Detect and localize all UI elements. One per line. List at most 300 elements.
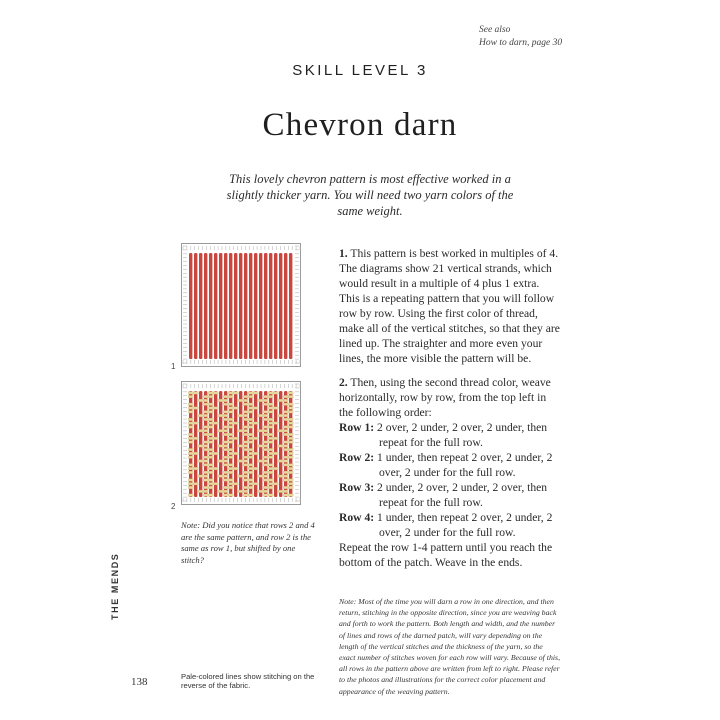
horizontal-stitch bbox=[228, 422, 233, 424]
horizontal-stitch bbox=[208, 441, 213, 443]
vertical-stitch bbox=[289, 253, 292, 359]
horizontal-stitch bbox=[208, 464, 213, 466]
horizontal-stitch bbox=[268, 494, 273, 496]
vertical-stitch bbox=[279, 391, 282, 497]
horizontal-stitch bbox=[213, 452, 218, 454]
horizontal-stitch bbox=[278, 475, 283, 477]
horizontal-stitch bbox=[238, 460, 243, 462]
horizontal-stitch bbox=[208, 467, 213, 469]
horizontal-stitch bbox=[233, 392, 238, 394]
horizontal-stitch bbox=[268, 471, 273, 473]
horizontal-stitch bbox=[253, 452, 258, 454]
horizontal-stitch bbox=[223, 448, 228, 450]
step-2 bbox=[339, 375, 561, 420]
horizontal-stitch bbox=[258, 475, 263, 477]
horizontal-stitch bbox=[283, 395, 288, 397]
horizontal-stitch bbox=[213, 467, 218, 469]
horizontal-stitch bbox=[253, 483, 258, 485]
horizontal-stitch bbox=[243, 430, 248, 432]
horizontal-stitch bbox=[208, 437, 213, 439]
horizontal-stitch bbox=[188, 422, 193, 424]
vertical-stitch bbox=[219, 391, 222, 497]
diagram-note: Note: Did you notice that rows 2 and 4 are the same pattern, and row 2 is the same as row 1, but shifted by one stitch? bbox=[181, 520, 315, 565]
horizontal-stitch bbox=[228, 448, 233, 450]
horizontal-stitch bbox=[223, 475, 228, 477]
horizontal-stitch bbox=[283, 456, 288, 458]
horizontal-stitch bbox=[223, 460, 228, 462]
horizontal-stitch bbox=[203, 411, 208, 413]
vertical-stitch bbox=[209, 253, 212, 359]
horizontal-stitch bbox=[208, 392, 213, 394]
horizontal-stitch bbox=[198, 475, 203, 477]
horizontal-stitch bbox=[243, 456, 248, 458]
horizontal-stitch bbox=[228, 433, 233, 435]
horizontal-stitch bbox=[243, 464, 248, 466]
horizontal-stitch bbox=[288, 403, 293, 405]
horizontal-stitch bbox=[253, 407, 258, 409]
horizontal-stitch bbox=[248, 422, 253, 424]
vertical-stitch bbox=[214, 253, 217, 359]
horizontal-stitch bbox=[193, 483, 198, 485]
horizontal-stitch bbox=[228, 483, 233, 485]
horizontal-stitch bbox=[248, 426, 253, 428]
horizontal-stitch bbox=[228, 403, 233, 405]
horizontal-stitch bbox=[263, 441, 268, 443]
horizontal-stitch bbox=[228, 441, 233, 443]
horizontal-stitch bbox=[268, 448, 273, 450]
horizontal-stitch bbox=[223, 441, 228, 443]
horizontal-stitch bbox=[203, 464, 208, 466]
horizontal-stitch bbox=[263, 490, 268, 492]
horizontal-stitch bbox=[263, 395, 268, 397]
horizontal-stitch bbox=[288, 411, 293, 413]
horizontal-stitch bbox=[258, 430, 263, 432]
horizontal-stitch bbox=[198, 490, 203, 492]
horizontal-stitch bbox=[193, 422, 198, 424]
horizontal-stitch bbox=[228, 437, 233, 439]
horizontal-stitch bbox=[193, 452, 198, 454]
horizontal-stitch bbox=[228, 411, 233, 413]
step-1-number: 1. bbox=[339, 247, 348, 260]
horizontal-stitch bbox=[223, 399, 228, 401]
horizontal-stitch bbox=[223, 430, 228, 432]
horizontal-stitch bbox=[193, 392, 198, 394]
horizontal-stitch bbox=[203, 433, 208, 435]
horizontal-stitch bbox=[278, 430, 283, 432]
horizontal-stitch bbox=[188, 494, 193, 496]
horizontal-stitch bbox=[223, 471, 228, 473]
horizontal-stitch bbox=[288, 467, 293, 469]
horizontal-stitch bbox=[228, 395, 233, 397]
horizontal-stitch bbox=[288, 448, 293, 450]
horizontal-stitch bbox=[208, 494, 213, 496]
horizontal-stitch bbox=[273, 392, 278, 394]
horizontal-stitch bbox=[273, 422, 278, 424]
horizontal-stitch bbox=[228, 486, 233, 488]
horizontal-stitch bbox=[278, 460, 283, 462]
intro-paragraph: This lovely chevron pattern is most effective worked in a slightly thicker yarn. You will need two yarn colors of the same weight. bbox=[226, 172, 514, 218]
horizontal-stitch bbox=[243, 486, 248, 488]
horizontal-stitch bbox=[228, 407, 233, 409]
horizontal-stitch bbox=[208, 422, 213, 424]
horizontal-stitch bbox=[203, 448, 208, 450]
horizontal-stitch bbox=[263, 448, 268, 450]
horizontal-stitch bbox=[273, 437, 278, 439]
row-instruction bbox=[339, 510, 561, 540]
horizontal-stitch bbox=[268, 467, 273, 469]
row-label: Row 3: bbox=[339, 481, 375, 494]
horizontal-stitch bbox=[268, 395, 273, 397]
vertical-stitch bbox=[249, 253, 252, 359]
horizontal-stitch bbox=[218, 399, 223, 401]
horizontal-stitch bbox=[283, 490, 288, 492]
horizontal-stitch bbox=[208, 452, 213, 454]
horizontal-stitch bbox=[188, 471, 193, 473]
horizontal-stitch bbox=[228, 479, 233, 481]
horizontal-stitch bbox=[208, 479, 213, 481]
horizontal-stitch bbox=[188, 403, 193, 405]
horizontal-stitch bbox=[208, 456, 213, 458]
horizontal-stitch bbox=[228, 426, 233, 428]
horizontal-stitch bbox=[218, 460, 223, 462]
horizontal-stitch bbox=[203, 490, 208, 492]
horizontal-stitch bbox=[188, 418, 193, 420]
horizontal-stitch bbox=[188, 407, 193, 409]
horizontal-stitch bbox=[238, 445, 243, 447]
vertical-stitch bbox=[274, 253, 277, 359]
horizontal-stitch bbox=[208, 395, 213, 397]
horizontal-stitch bbox=[233, 407, 238, 409]
horizontal-stitch bbox=[283, 494, 288, 496]
horizontal-stitch bbox=[248, 486, 253, 488]
horizontal-stitch bbox=[188, 441, 193, 443]
horizontal-stitch bbox=[243, 460, 248, 462]
horizontal-stitch bbox=[263, 475, 268, 477]
horizontal-stitch bbox=[288, 456, 293, 458]
horizontal-stitch bbox=[248, 483, 253, 485]
horizontal-stitch bbox=[223, 433, 228, 435]
horizontal-stitch bbox=[203, 403, 208, 405]
vertical-stitch bbox=[244, 253, 247, 359]
horizontal-stitch bbox=[283, 448, 288, 450]
horizontal-stitch bbox=[203, 418, 208, 420]
horizontal-stitch bbox=[233, 437, 238, 439]
horizontal-stitch bbox=[208, 483, 213, 485]
horizontal-stitch bbox=[203, 456, 208, 458]
horizontal-stitch bbox=[253, 467, 258, 469]
skill-level-heading: SKILL LEVEL 3 bbox=[292, 62, 428, 79]
horizontal-stitch bbox=[268, 483, 273, 485]
horizontal-stitch bbox=[243, 403, 248, 405]
horizontal-stitch bbox=[198, 399, 203, 401]
pale-lines-caption: Pale-colored lines show stitching on the reverse of the fabric. bbox=[181, 672, 315, 690]
row-instruction bbox=[339, 420, 561, 450]
horizontal-stitch bbox=[203, 426, 208, 428]
horizontal-stitch bbox=[228, 471, 233, 473]
horizontal-stitch bbox=[248, 418, 253, 420]
horizontal-stitch bbox=[263, 460, 268, 462]
horizontal-stitch bbox=[228, 392, 233, 394]
horizontal-stitch bbox=[188, 452, 193, 454]
step-1-text: This pattern is best worked in multiples of 4. The diagrams show 21 vertical strands, which would result in a multiple of 4 plus 1 extra. This is a repeating pattern that you will follow row by row. Using the first color of thread, make all of the vertical stitches, so that they are lined up. The straighter and more even your lines, the more visible the pattern will be. bbox=[339, 247, 560, 365]
row-text: 2 over, 2 under, 2 over, 2 under, then repeat for the full row. bbox=[377, 421, 548, 449]
horizontal-stitch bbox=[228, 494, 233, 496]
horizontal-stitch bbox=[218, 445, 223, 447]
horizontal-stitch bbox=[208, 486, 213, 488]
horizontal-stitch bbox=[243, 475, 248, 477]
horizontal-stitch bbox=[278, 399, 283, 401]
horizontal-stitch bbox=[288, 433, 293, 435]
horizontal-stitch bbox=[243, 479, 248, 481]
horizontal-stitch bbox=[248, 392, 253, 394]
diagram-number-1: 1 bbox=[171, 362, 176, 371]
horizontal-stitch bbox=[203, 494, 208, 496]
horizontal-stitch bbox=[208, 471, 213, 473]
horizontal-stitch bbox=[223, 426, 228, 428]
horizontal-stitch bbox=[248, 403, 253, 405]
vertical-stitch bbox=[259, 253, 262, 359]
horizontal-stitch bbox=[208, 448, 213, 450]
horizontal-stitch bbox=[283, 445, 288, 447]
horizontal-stitch bbox=[243, 418, 248, 420]
horizontal-stitch bbox=[248, 464, 253, 466]
row-text: 1 under, then repeat 2 over, 2 under, 2 over, 2 under for the full row. bbox=[377, 451, 553, 479]
horizontal-stitch bbox=[228, 452, 233, 454]
horizontal-stitch bbox=[188, 426, 193, 428]
chevron-weave-diagram bbox=[181, 381, 301, 505]
see-also-reference bbox=[479, 24, 679, 50]
horizontal-stitch bbox=[273, 467, 278, 469]
horizontal-stitch bbox=[248, 467, 253, 469]
horizontal-stitch bbox=[288, 407, 293, 409]
horizontal-stitch bbox=[203, 441, 208, 443]
horizontal-stitch bbox=[243, 411, 248, 413]
horizontal-stitch bbox=[208, 407, 213, 409]
horizontal-stitch bbox=[218, 430, 223, 432]
horizontal-stitch bbox=[188, 392, 193, 394]
horizontal-stitch bbox=[243, 433, 248, 435]
horizontal-stitch bbox=[218, 414, 223, 416]
horizontal-stitch bbox=[248, 407, 253, 409]
vertical-stitch bbox=[254, 253, 257, 359]
row-label: Row 1: bbox=[339, 421, 375, 434]
horizontal-stitch bbox=[248, 448, 253, 450]
vertical-stitch bbox=[269, 253, 272, 359]
horizontal-stitch bbox=[248, 479, 253, 481]
vertical-stitch bbox=[224, 253, 227, 359]
horizontal-stitch bbox=[238, 414, 243, 416]
horizontal-stitch bbox=[188, 486, 193, 488]
horizontal-stitch bbox=[273, 407, 278, 409]
horizontal-stitch bbox=[238, 475, 243, 477]
horizontal-stitch bbox=[268, 426, 273, 428]
horizontal-stitch bbox=[283, 486, 288, 488]
horizontal-stitch bbox=[208, 403, 213, 405]
horizontal-stitch bbox=[188, 411, 193, 413]
horizontal-stitch bbox=[243, 426, 248, 428]
horizontal-stitch bbox=[278, 445, 283, 447]
vertical-stitch bbox=[279, 253, 282, 359]
horizontal-stitch bbox=[213, 437, 218, 439]
horizontal-stitch bbox=[233, 467, 238, 469]
horizontal-stitch bbox=[228, 464, 233, 466]
horizontal-stitch bbox=[188, 483, 193, 485]
horizontal-stitch bbox=[193, 467, 198, 469]
horizontal-stitch bbox=[208, 411, 213, 413]
closing-instruction: Repeat the row 1-4 pattern until you reach the bottom of the patch. Weave in the ends. bbox=[339, 541, 553, 569]
horizontal-stitch bbox=[203, 475, 208, 477]
horizontal-stitch bbox=[218, 475, 223, 477]
diagram-number-2: 2 bbox=[171, 502, 176, 511]
horizontal-stitch bbox=[223, 464, 228, 466]
horizontal-stitch bbox=[283, 426, 288, 428]
horizontal-stitch bbox=[243, 490, 248, 492]
horizontal-stitch bbox=[248, 494, 253, 496]
horizontal-stitch bbox=[283, 441, 288, 443]
horizontal-stitch bbox=[228, 418, 233, 420]
horizontal-stitch bbox=[263, 403, 268, 405]
horizontal-stitch bbox=[213, 483, 218, 485]
horizontal-stitch bbox=[268, 452, 273, 454]
horizontal-stitch bbox=[288, 418, 293, 420]
horizontal-stitch bbox=[263, 479, 268, 481]
row-instruction bbox=[339, 450, 561, 480]
horizontal-stitch bbox=[263, 486, 268, 488]
horizontal-stitch bbox=[188, 437, 193, 439]
horizontal-stitch bbox=[273, 483, 278, 485]
horizontal-stitch bbox=[263, 471, 268, 473]
vertical-stitch bbox=[239, 253, 242, 359]
footnote: Note: Most of the time you will darn a row in one direction, and then return, stitching in the opposite direction, since you are weaving back and forth to work the pattern. Both length and width, and the number of lines and rows of the darned patch, will vary depending on the length of the vertical stitches and the thickness of the yarn, so the exact number of stitches woven for each row will vary. Because of this, all rows in the pattern above are written from left to right. Please refer to the photos and illustrations for the correct color placement and appearance of the weaving pattern. bbox=[339, 597, 561, 696]
horizontal-stitch bbox=[198, 445, 203, 447]
horizontal-stitch bbox=[228, 467, 233, 469]
horizontal-stitch bbox=[263, 411, 268, 413]
horizontal-stitch bbox=[198, 414, 203, 416]
horizontal-stitch bbox=[193, 437, 198, 439]
horizontal-stitch bbox=[223, 403, 228, 405]
horizontal-stitch bbox=[223, 445, 228, 447]
horizontal-stitch bbox=[248, 452, 253, 454]
horizontal-stitch bbox=[203, 414, 208, 416]
horizontal-stitch bbox=[223, 395, 228, 397]
horizontal-stitch bbox=[188, 467, 193, 469]
vertical-stitch bbox=[259, 391, 262, 497]
vertical-stitch bbox=[264, 253, 267, 359]
vertical-stitch bbox=[239, 391, 242, 497]
horizontal-stitch bbox=[278, 490, 283, 492]
horizontal-stitch bbox=[203, 399, 208, 401]
horizontal-stitch bbox=[238, 490, 243, 492]
horizontal-stitch bbox=[288, 426, 293, 428]
horizontal-stitch bbox=[263, 494, 268, 496]
horizontal-stitch bbox=[193, 407, 198, 409]
vertical-stitch bbox=[284, 253, 287, 359]
horizontal-stitch bbox=[263, 445, 268, 447]
horizontal-stitch bbox=[198, 430, 203, 432]
horizontal-stitch bbox=[283, 399, 288, 401]
vertical-stitch bbox=[199, 391, 202, 497]
horizontal-stitch bbox=[248, 433, 253, 435]
horizontal-stitch bbox=[223, 418, 228, 420]
horizontal-stitch bbox=[288, 486, 293, 488]
horizontal-stitch bbox=[233, 483, 238, 485]
row-instruction bbox=[339, 480, 561, 510]
horizontal-stitch bbox=[283, 430, 288, 432]
horizontal-stitch bbox=[258, 460, 263, 462]
horizontal-stitch bbox=[283, 464, 288, 466]
horizontal-stitch bbox=[243, 395, 248, 397]
horizontal-stitch bbox=[268, 403, 273, 405]
horizontal-stitch bbox=[273, 452, 278, 454]
horizontal-stitch bbox=[243, 414, 248, 416]
horizontal-stitch bbox=[208, 418, 213, 420]
horizontal-stitch bbox=[243, 471, 248, 473]
horizontal-stitch bbox=[243, 399, 248, 401]
horizontal-stitch bbox=[238, 399, 243, 401]
horizontal-stitch bbox=[268, 479, 273, 481]
horizontal-stitch bbox=[283, 411, 288, 413]
horizontal-stitch bbox=[283, 418, 288, 420]
horizontal-stitch bbox=[203, 445, 208, 447]
step-2-number: 2. bbox=[339, 376, 348, 389]
vertical-stitch bbox=[204, 253, 207, 359]
horizontal-stitch bbox=[203, 471, 208, 473]
horizontal-stitch bbox=[248, 395, 253, 397]
horizontal-stitch bbox=[263, 430, 268, 432]
horizontal-stitch bbox=[253, 422, 258, 424]
horizontal-stitch bbox=[278, 414, 283, 416]
vertical-stitch bbox=[194, 253, 197, 359]
horizontal-stitch bbox=[288, 392, 293, 394]
horizontal-stitch bbox=[248, 456, 253, 458]
horizontal-stitch bbox=[283, 433, 288, 435]
horizontal-stitch bbox=[268, 422, 273, 424]
horizontal-stitch bbox=[188, 448, 193, 450]
vertical-stitch bbox=[234, 253, 237, 359]
vertical-stitch bbox=[229, 253, 232, 359]
horizontal-stitch bbox=[253, 392, 258, 394]
horizontal-stitch bbox=[268, 433, 273, 435]
row-text: 1 under, then repeat 2 over, 2 under, 2 over, 2 under for the full row. bbox=[377, 511, 553, 539]
horizontal-stitch bbox=[268, 437, 273, 439]
vertical-stitch bbox=[219, 253, 222, 359]
horizontal-stitch bbox=[283, 471, 288, 473]
horizontal-stitch bbox=[233, 452, 238, 454]
vertical-stitches-diagram bbox=[181, 243, 301, 367]
see-also-label: See also bbox=[479, 25, 511, 35]
horizontal-stitch bbox=[283, 475, 288, 477]
horizontal-stitch bbox=[258, 445, 263, 447]
horizontal-stitch bbox=[268, 407, 273, 409]
horizontal-stitch bbox=[288, 395, 293, 397]
horizontal-stitch bbox=[188, 456, 193, 458]
horizontal-stitch bbox=[223, 490, 228, 492]
horizontal-stitch bbox=[268, 456, 273, 458]
horizontal-stitch bbox=[208, 426, 213, 428]
page-title: Chevron darn bbox=[262, 107, 458, 143]
horizontal-stitch bbox=[238, 430, 243, 432]
horizontal-stitch bbox=[218, 490, 223, 492]
horizontal-stitch bbox=[198, 460, 203, 462]
horizontal-stitch bbox=[288, 422, 293, 424]
see-also-target: How to darn, page 30 bbox=[479, 38, 563, 48]
step-2-text: Then, using the second thread color, weave horizontally, row by row, from the top left in the following order: bbox=[339, 376, 551, 419]
horizontal-stitch bbox=[268, 411, 273, 413]
horizontal-stitch bbox=[203, 395, 208, 397]
horizontal-stitch bbox=[288, 441, 293, 443]
horizontal-stitch bbox=[213, 392, 218, 394]
horizontal-stitch bbox=[288, 471, 293, 473]
